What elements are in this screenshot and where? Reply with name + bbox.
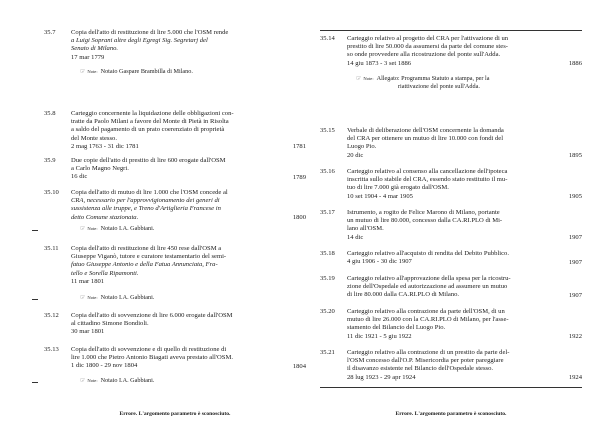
entry-35-19 [320,275,582,300]
entry-35-15 [320,127,582,160]
entry-line: Copia dell'atto di restituzione di lire 5.000 che l'OSM rende [71,29,229,36]
entry-35-10 [44,189,306,222]
entry-35-20 [320,308,582,341]
entry-number: 35.13 [44,346,59,353]
hand-pointer-icon: ☞ [80,378,86,384]
entry-text: Carteggio relativo alla contrazione di un prestito da parte del- l'OSM concesso dall'O.P. Misericordia per poter pareggiare il disavanzo esistente nel Bilancio dell'Ospedale stesso. 28 lug 1923 - 29 apr 1924 [347,349,510,381]
entry-year: 1907 [568,233,582,241]
note: ☞ $^{Note:}$ Allegato: Programma Statuto a stampa, per la riattivazione del ponte sull'Adda. [356,75,490,91]
entry-year: 1804 [292,362,306,370]
entry-35-11 [44,245,306,286]
hand-pointer-icon: ☞ [356,76,362,82]
top-rule [320,30,582,31]
entry-number: 35.8 [44,110,56,117]
entry-year: 1922 [568,332,582,340]
note: ☞ $^{Note:}$ Notaio I.A. Gabbiani. [80,294,155,301]
margin-dash [32,382,38,383]
entry-text: Carteggio concernente la liquidazione delle obbligazioni con- tratte da Paolo Milani a favore del Monte di Pietà in Risolta a saldo del pagamento di un prato coerenziato di proprietà del Monte stesso. 2 mag 1763 - 31 dic 1781 [71,110,234,150]
entry-number: 35.18 [320,250,335,257]
entry-number: 35.17 [320,209,335,216]
entry-text: Istrumento, a rogito de Felice Marono di Milano, portante un mutuo di lire 80.000, concesso dalla CA.RI.PLO di Mi- lano all'OSM. 14 dic [347,209,503,241]
page-footer: Errore. L'argomento parametro è sconosciuto. [395,410,507,417]
right-column [320,0,582,424]
entry-number: 35.9 [44,157,56,164]
hand-pointer-icon: ☞ [80,226,86,232]
entry-number: 35.21 [320,349,335,356]
entry-text: Due copie dell'atto di prestito di lire 600 erogate dall'OSM a Carlo Magno Negri. 16 dic [71,157,226,181]
entry-text [71,29,281,62]
note: ☞ $^{Note:}$ Notaio I.A. Gabbiani. [80,377,155,384]
entry-number: 35.7 [44,29,56,36]
entry-year: 1781 [292,142,306,150]
entry-year: 1907 [568,258,582,266]
margin-dash [32,230,38,231]
margin-dash [32,299,38,300]
left-column [44,0,306,424]
entry-35-21 [320,349,582,382]
entry-35-16 [320,168,582,201]
entry-35-9 [44,157,306,182]
entry-year: 1895 [568,151,582,159]
hand-pointer-icon: ☞ [80,69,86,75]
entry-number: 35.14 [320,35,335,42]
entry-text: Carteggio relativo alla contrazione da parte dell'OSM, di un mutuo di lire 26.000 con la CA.RI.PLO di Milano, per l'asse- stamento del Bilancio del Luogo Pio. 11 dic 1921 - 5 giu 1922 [347,308,509,340]
hand-pointer-icon: ☞ [80,295,86,301]
entry-year: 1789 [292,173,306,181]
entry-35-17 [320,209,582,242]
entry-text: Copia dell'atto di sovvenzione e di quello di restituzione di lire 1.000 che Pietro Antonio Biagati aveva prestato all'OSM. 1 dic 1800 - 29 nov 1804 [71,346,233,370]
entry-year: 1800 [292,213,306,221]
entry-year: 1905 [568,192,582,200]
entry-year: 1924 [568,373,582,381]
entry-35-14 [320,35,582,68]
entry-text: Carteggio relativo al consenso alla cancellazione dell'ipoteca inscritta sullo stabile del CRA, essendo stato restituito il mu- tuo di lire 7.000 già erogato dall'OSM. 10 set 1904 - 4 mar 1905 [347,168,508,200]
entry-35-18 [320,250,582,267]
entry-35-8 [44,110,306,151]
entry-number: 35.10 [44,189,59,196]
entry-number: 35.15 [320,127,335,134]
entry-line: 17 mar 1779 [71,53,105,61]
entry-text: Copia dell'atto di mutuo di lire 1.000 che l'OSM concede al CRA, necessario per l'approvvigionamento dei generi di sussistenza alle truppe, e Treno d'Artiglieria Francese in detto Comune stazionata. [71,189,228,221]
entry-line: a Luigi Soprani altre degli Egregi Sig. Segretarj del [71,37,208,45]
entry-text: Copia dell'atto di restituzione di lire 450 rese dall'OSM a Giuseppe Viganò, tutore e curatore testamentario del semi- fatuo Giuseppe Antonio e della Fatua Annunciata, Fra- tello e Sorella Ripamonti. 11 mar 1801 [71,245,227,285]
bottom-rule [320,387,582,388]
entry-text: Carteggio relativo al progetto del CRA per l'attivazione di un prestito di lire 50.000 da assumersi da parte del comune stes- so onde provvedere alla ricostruzione del ponte sull'Adda. 14 giu 1873 - 3 set 1886 [347,35,509,67]
entry-number: 35.20 [320,308,335,315]
page-footer: Errore. L'argomento parametro è sconosciuto. [119,410,231,417]
entry-number: 35.19 [320,275,335,282]
entry-text: Carteggio relativo all'approvazione della spesa per la ricostru- zione dell'Ospedale ed autorizzazione ad assumere un mutuo di lire 80.000 dalla CA.RI.PLO di Milano. [347,275,511,299]
entry-year: 1907 [568,291,582,299]
note: ☞ $^{Note:}$ Notaio Gaspare Brambilla di Milano. [80,68,193,75]
entry-number: 35.12 [44,312,59,319]
entry-35-7 [44,29,306,62]
note: ☞ $^{Note:}$ Notaio I.A. Gabbiani. [80,225,155,232]
entry-number: 35.16 [320,168,335,175]
entry-35-12 [44,312,306,337]
entry-text: Copia dell'atto di sovvenzione di lire 6.000 erogate dall'OSM al cittadino Simone Bondioli. 30 mar 1801 [71,312,233,336]
entry-year: 1886 [568,59,582,67]
entry-text: Carteggio relativo all'acquisto di rendita del Debito Pubblico. 4 giu 1906 - 30 dic 1907 [347,250,509,266]
entry-line: Senato di Milano. [71,45,119,53]
entry-number: 35.11 [44,245,59,252]
entry-35-13 [44,346,306,371]
entry-text: Verbale di deliberazione dell'OSM concernente la domanda del CRA per ottenere un mutuo di lire 10.000 con fondi del Luogo Pio. 20 dic [347,127,504,159]
